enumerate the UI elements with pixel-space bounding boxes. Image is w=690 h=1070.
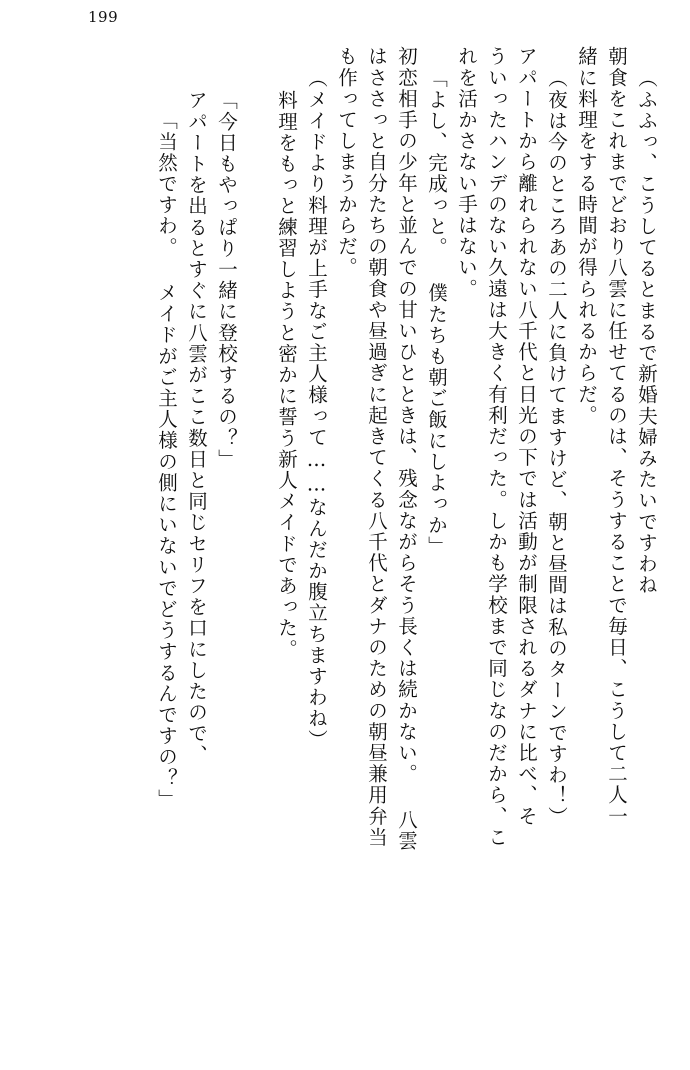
text-column: 緒に料理をする時間が得られるからだ。	[575, 46, 598, 426]
text-column: アパートから離れられない八千代と日光の下では活動が制限されるダナに比べ、そ	[515, 46, 538, 827]
text-column: （ふふっ、こうしてるとまるで新婚夫婦みたいですわね	[635, 68, 658, 596]
text-column: れを活かさない手はない。	[455, 46, 478, 300]
text-column: 「当然ですわ。 メイドがご主人様の側にいないでどうするんですの？」	[155, 110, 178, 810]
text-column: 「今日もやっぱり一緒に登校するの？」	[215, 90, 238, 470]
page-number: 199	[88, 8, 119, 26]
text-column: 朝食をこれまでどおり八雲に任せてるのは、そうすることで毎日、こうして二人一	[605, 46, 628, 827]
text-column: 料理をもっと練習しようと密かに誓う新人メイドであった。	[275, 90, 298, 660]
text-column: も作ってしまうからだ。	[335, 46, 358, 279]
text-column: （メイドより料理が上手なご主人様って……なんだか腹立ちますわね）	[305, 68, 328, 751]
text-column: （夜は今のところあの二人に負けてますけど、朝と昼間は私のターンですわ！）	[545, 68, 568, 828]
text-column: ういったハンデのない久遠は大きく有利だった。しかも学校まで同じなのだから、こ	[485, 46, 508, 848]
text-column: 「よし、完成っと。 僕たちも朝ご飯にしよっか」	[425, 68, 448, 557]
text-column: はささっと自分たちの朝食や昼過ぎに起きてくる八千代とダナのための朝昼兼用弁当	[365, 46, 388, 848]
text-column: 初恋相手の少年と並んでの甘いひとときは、残念ながらそう長くは続かない。 八雲	[395, 46, 418, 852]
text-column: アパートを出るとすぐに八雲がここ数日と同じセリフを口にしたので、	[185, 90, 208, 766]
vertical-text-block	[34, 46, 656, 1006]
column-spacer	[236, 46, 266, 1006]
